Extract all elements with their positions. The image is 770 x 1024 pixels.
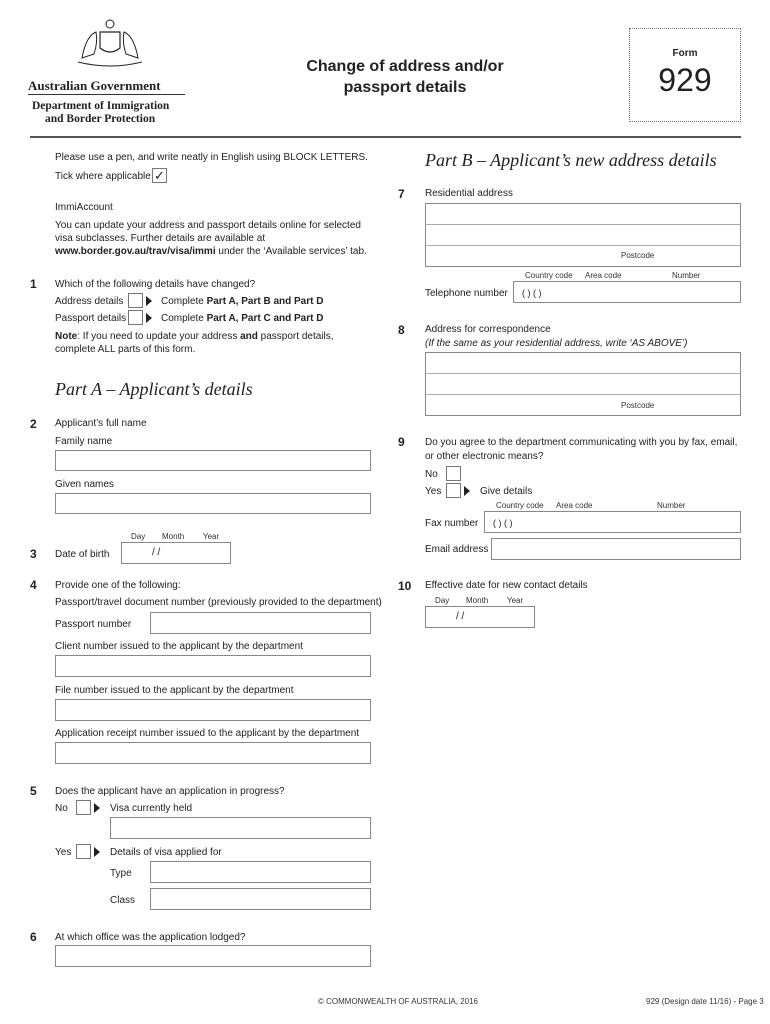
q5-no-checkbox[interactable] [76, 800, 91, 815]
correspondence-postcode-label: Postcode [621, 401, 655, 410]
client-number-field[interactable] [55, 655, 371, 677]
given-names-label: Given names [55, 479, 114, 490]
action-prefix: Complete [161, 296, 207, 307]
note-text-part2: passport details, [257, 331, 334, 342]
q5-yes-label: Yes [55, 847, 72, 858]
email-address-label: Email address [425, 544, 489, 555]
passport-details-checkbox[interactable] [128, 310, 143, 325]
note-text-line2: complete ALL parts of this form. [55, 344, 196, 355]
fax-number-field[interactable] [484, 511, 741, 533]
department-line-1: Department of Immigration [32, 100, 170, 112]
question-1-number: 1 [30, 277, 37, 291]
page-info: 929 (Design date 11/16) - Page 3 [646, 997, 764, 1006]
fax-area-code-label: Area code [556, 501, 593, 510]
passport-number-label: Passport number [55, 619, 132, 630]
date-of-birth-field[interactable] [121, 542, 231, 564]
q5-no-label: No [55, 803, 68, 814]
effective-date-label: Effective date for new contact details [425, 580, 588, 591]
question-3-number: 3 [30, 547, 37, 561]
visa-held-label: Visa currently held [110, 803, 193, 814]
arrow-right-icon [94, 847, 100, 857]
visa-held-field[interactable] [110, 817, 371, 839]
give-details-label: Give details [480, 486, 533, 497]
effective-year-label: Year [507, 596, 524, 605]
tick-example-icon: ✓ [152, 168, 167, 183]
coat-of-arms-logo [70, 18, 150, 70]
passport-details-label: Passport details [55, 313, 127, 324]
question-10-number: 10 [398, 579, 412, 593]
question-2-text: Applicant’s full name [55, 418, 147, 429]
dob-day-label: Day [131, 532, 146, 541]
immiaccount-text-2: visa subclasses. Further details are available at [55, 233, 266, 244]
residential-address-label: Residential address [425, 188, 513, 199]
residential-postcode-label: Postcode [621, 251, 655, 260]
date-of-birth-label: Date of birth [55, 549, 110, 560]
question-6-number: 6 [30, 930, 37, 944]
immiaccount-text-3 [55, 246, 367, 258]
header-divider [28, 94, 185, 95]
effective-date-field[interactable] [425, 606, 535, 628]
field-divider [425, 245, 741, 246]
question-8-number: 8 [398, 323, 405, 337]
immiaccount-text-1: You can update your address and passport details online for selected [55, 220, 361, 231]
tick-instruction: Tick where applicable [55, 171, 151, 182]
question-1-text: Which of the following details have changed? [55, 279, 256, 290]
field-divider [425, 394, 741, 395]
dob-year-label: Year [203, 532, 220, 541]
q9-no-label: No [425, 469, 438, 480]
q5-yes-checkbox[interactable] [76, 844, 91, 859]
question-5-number: 5 [30, 784, 37, 798]
visa-type-label: Type [110, 868, 132, 879]
form-number: 929 [658, 62, 712, 98]
family-name-label: Family name [55, 436, 113, 447]
correspondence-label: Address for correspondence [425, 324, 551, 335]
address-details-checkbox[interactable] [128, 293, 143, 308]
action-parts: Part A, Part B and Part D [206, 296, 324, 307]
fax-format: ( ) ( ) [493, 518, 513, 528]
residential-address-field[interactable] [425, 203, 741, 267]
question-6-text: At which office was the application lodged? [55, 932, 246, 943]
fax-country-code-label: Country code [496, 501, 544, 510]
field-divider [425, 373, 741, 374]
header-rule [30, 136, 741, 138]
copyright-text: © COMMONWEALTH OF AUSTRALIA, 2016 [318, 997, 478, 1006]
note-text-part1: : If you need to update your address [77, 331, 241, 342]
immiaccount-text-3-rest: under the ‘Available services’ tab. [215, 246, 367, 257]
passport-details-action [161, 313, 323, 325]
question-9-number: 9 [398, 435, 405, 449]
effective-day-label: Day [435, 596, 450, 605]
country-code-label: Country code [525, 271, 573, 280]
effective-date-separators: / / [456, 611, 465, 622]
office-lodged-field[interactable] [55, 945, 371, 967]
immiaccount-heading: ImmiAccount [55, 202, 113, 213]
question-4-subtext: Passport/travel document number (previously provided to the department) [55, 597, 382, 608]
receipt-number-label: Application receipt number issued to the applicant by the department [55, 728, 360, 739]
visa-type-field[interactable] [150, 861, 371, 883]
part-b-heading: Part B – Applicant’s new address details [425, 150, 717, 170]
email-address-field[interactable] [491, 538, 741, 560]
client-number-label: Client number issued to the applicant by the department [55, 641, 303, 652]
visa-class-field[interactable] [150, 888, 371, 910]
dob-month-label: Month [162, 532, 185, 541]
q9-no-checkbox[interactable] [446, 466, 461, 481]
passport-number-field[interactable] [150, 612, 371, 634]
immiaccount-link[interactable]: www.border.gov.au/trav/visa/immi [55, 246, 216, 257]
note-and: and [240, 331, 258, 342]
instruction-text: Please use a pen, and write neatly in English using BLOCK LETTERS. [55, 152, 368, 163]
q9-yes-label: Yes [425, 486, 442, 497]
arrow-right-icon [94, 803, 100, 813]
question-4-number: 4 [30, 578, 37, 592]
part-a-heading: Part A – Applicant’s details [55, 379, 253, 399]
fax-number-label: Fax number [425, 518, 479, 529]
note-text [55, 331, 334, 343]
telephone-field[interactable] [513, 281, 741, 303]
visa-applied-label: Details of visa applied for [110, 847, 222, 858]
question-9-text-1: Do you agree to the department communicating with you by fax, email, [425, 437, 738, 448]
fax-number-header-label: Number [657, 501, 686, 510]
arrow-right-icon [146, 296, 152, 306]
area-code-label: Area code [585, 271, 622, 280]
question-2-number: 2 [30, 417, 37, 431]
government-name: Australian Government [28, 78, 161, 93]
action-parts: Part A, Part C and Part D [206, 313, 324, 324]
department-line-2: and Border Protection [45, 113, 156, 125]
q9-yes-checkbox[interactable] [446, 483, 461, 498]
visa-class-label: Class [110, 895, 136, 906]
number-label: Number [672, 271, 701, 280]
form-label: Form [672, 48, 698, 59]
correspondence-hint: (If the same as your residential address, write ‘AS ABOVE’) [425, 338, 688, 349]
telephone-format: ( ) ( ) [522, 288, 542, 298]
address-details-action [161, 296, 323, 308]
arrow-right-icon [464, 486, 470, 496]
field-divider [425, 224, 741, 225]
note-label: Note [55, 331, 78, 342]
question-5-text: Does the applicant have an application in progress? [55, 786, 285, 797]
form-title-line-1: Change of address and/or [306, 58, 504, 75]
question-4-text: Provide one of the following: [55, 580, 181, 591]
question-7-number: 7 [398, 187, 405, 201]
family-name-field[interactable] [55, 450, 371, 471]
correspondence-address-field[interactable] [425, 352, 741, 416]
file-number-field[interactable] [55, 699, 371, 721]
form-title-line-2: passport details [343, 79, 467, 96]
effective-month-label: Month [466, 596, 489, 605]
question-9-text-2: or other electronic means? [425, 451, 544, 462]
address-details-label: Address details [55, 296, 124, 307]
arrow-right-icon [146, 313, 152, 323]
file-number-label: File number issued to the applicant by the department [55, 685, 294, 696]
telephone-label: Telephone number [425, 288, 508, 299]
given-names-field[interactable] [55, 493, 371, 514]
dob-separators: / / [152, 547, 161, 558]
action-prefix: Complete [161, 313, 207, 324]
receipt-number-field[interactable] [55, 742, 371, 764]
